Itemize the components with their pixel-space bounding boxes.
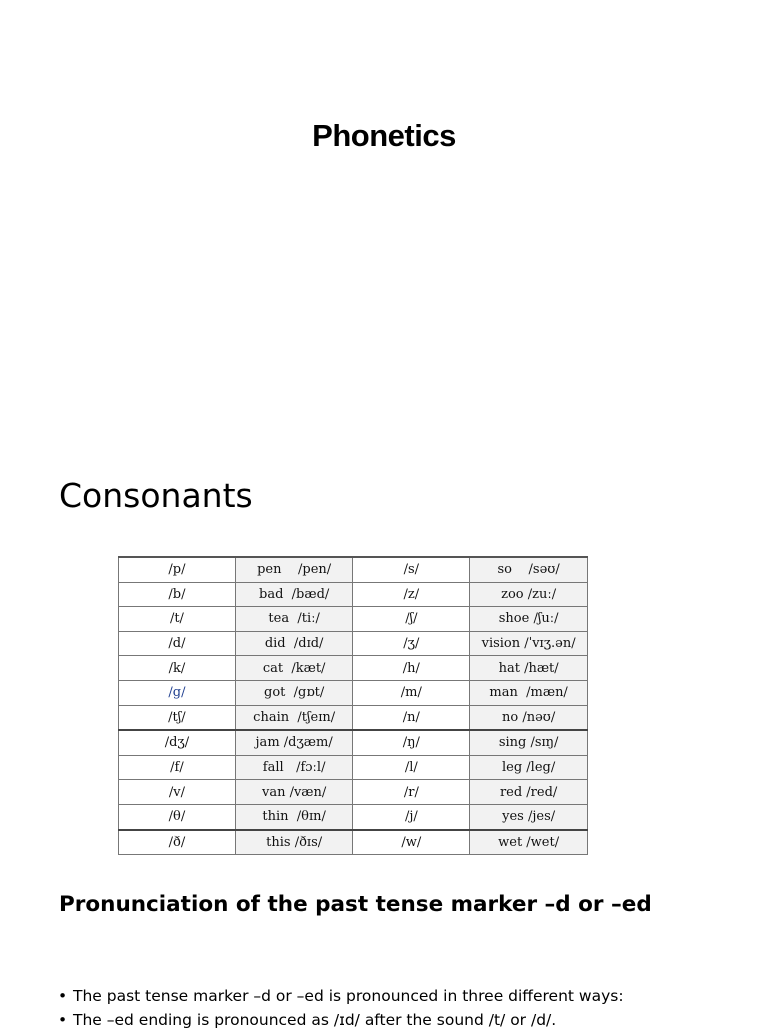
consonants-table — [118, 556, 588, 855]
table-row — [119, 631, 588, 656]
example-cell: fall /fɔːl/ — [235, 755, 353, 780]
table-row — [119, 830, 588, 855]
example-cell: van /væn/ — [235, 780, 353, 805]
phoneme-cell: /w/ — [353, 830, 470, 855]
phoneme-cell: /t/ — [119, 607, 236, 632]
phoneme-cell: /m/ — [353, 680, 470, 705]
phoneme-cell: /b/ — [119, 582, 236, 607]
phoneme-cell: /r/ — [353, 780, 470, 805]
phoneme-cell: /s/ — [353, 557, 470, 582]
table-row — [119, 730, 588, 755]
example-cell: this /ðɪs/ — [235, 830, 353, 855]
table-row — [119, 804, 588, 829]
bullet-item: • The –ed ending is pronounced as /ɪd/ after the sound /t/ or /d/. — [56, 1008, 624, 1032]
phoneme-cell: /tʃ/ — [119, 705, 236, 730]
example-cell: did /dɪd/ — [235, 631, 353, 656]
example-cell: sing /sɪŋ/ — [470, 730, 588, 755]
phoneme-cell: /p/ — [119, 557, 236, 582]
table-row — [119, 680, 588, 705]
example-cell: wet /wet/ — [470, 830, 588, 855]
table-row — [119, 557, 588, 582]
example-cell: red /red/ — [470, 780, 588, 805]
phoneme-cell: /f/ — [119, 755, 236, 780]
table-row — [119, 705, 588, 730]
phoneme-cell: /g/ — [119, 680, 236, 705]
phoneme-cell: /θ/ — [119, 804, 236, 829]
example-cell: vision /ˈvɪʒ.ən/ — [470, 631, 588, 656]
example-cell: yes /jes/ — [470, 804, 588, 829]
phoneme-cell: /ŋ/ — [353, 730, 470, 755]
example-cell: tea /tiː/ — [235, 607, 353, 632]
past-tense-heading: Pronunciation of the past tense marker –d or –ed — [59, 892, 652, 917]
phoneme-cell: /l/ — [353, 755, 470, 780]
example-cell: leg /leg/ — [470, 755, 588, 780]
consonants-heading: Consonants — [59, 476, 253, 515]
phoneme-cell: /ʃ/ — [353, 607, 470, 632]
example-cell: bad /bæd/ — [235, 582, 353, 607]
phoneme-cell: /k/ — [119, 656, 236, 681]
table-row — [119, 607, 588, 632]
table-row — [119, 780, 588, 805]
table-row — [119, 755, 588, 780]
page-title: Phonetics — [312, 118, 456, 153]
example-cell: chain /tʃeɪn/ — [235, 705, 353, 730]
phoneme-cell: /h/ — [353, 656, 470, 681]
phoneme-cell: /n/ — [353, 705, 470, 730]
example-cell: jam /dʒæm/ — [235, 730, 353, 755]
example-cell: got /gɒt/ — [235, 680, 353, 705]
example-cell: no /nəʊ/ — [470, 705, 588, 730]
phoneme-cell: /ʒ/ — [353, 631, 470, 656]
phoneme-cell: /ð/ — [119, 830, 236, 855]
example-cell: thin /θɪn/ — [235, 804, 353, 829]
phoneme-cell: /j/ — [353, 804, 470, 829]
phoneme-cell: /d/ — [119, 631, 236, 656]
example-cell: man /mæn/ — [470, 680, 588, 705]
example-cell: hat /hæt/ — [470, 656, 588, 681]
table-row — [119, 582, 588, 607]
example-cell: so /səʊ/ — [470, 557, 588, 582]
bullet-list — [56, 984, 624, 1032]
phoneme-cell: /z/ — [353, 582, 470, 607]
example-cell: pen /pen/ — [235, 557, 353, 582]
phoneme-cell: /v/ — [119, 780, 236, 805]
example-cell: zoo /zuː/ — [470, 582, 588, 607]
phoneme-cell: /dʒ/ — [119, 730, 236, 755]
table-row — [119, 656, 588, 681]
bullet-item: • The past tense marker –d or –ed is pronounced in three different ways: — [56, 984, 624, 1008]
example-cell: cat /kæt/ — [235, 656, 353, 681]
example-cell: shoe /ʃuː/ — [470, 607, 588, 632]
